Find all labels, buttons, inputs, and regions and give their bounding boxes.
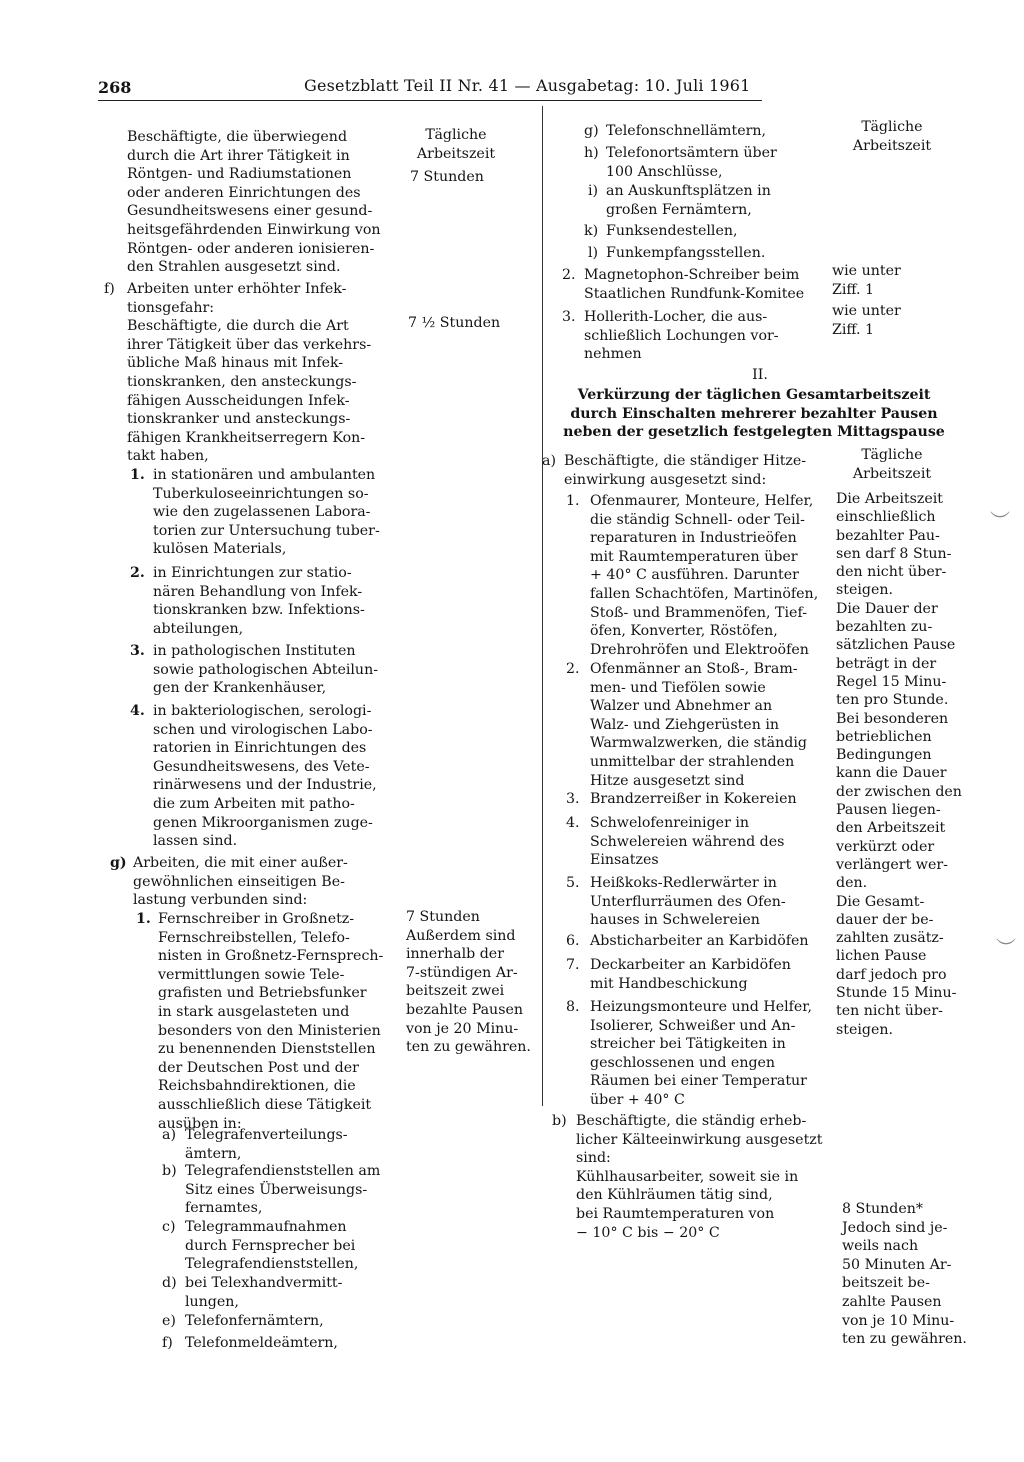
sub-item-c: Telegrammaufnahmen durch Fernsprecher bei Telegrafendienststellen,	[185, 1219, 359, 1273]
item-f2-text: in Einrichtungen zur statio- nären Behandlung von Infek- tionskranken bzw. Infektions- abteilungen,	[153, 565, 365, 637]
item-g1-text: Fernschreiber in Großnetz- Fernschreibstellen, Telefo- nisten in Großnetz-Fernsprech- vermittlungen sowie Tele- grafisten und Betriebsfunker in stark ausgelasteten und besonders von den Ministerien zu benennenden Dienststellen der Deutschen Post und der Reichsbahndirektionen, die ausschließlich diese Tätigkeit ausüben in:	[158, 911, 384, 1132]
pause-note: Die Arbeitszeit einschließlich bezahlter Pau- sen darf 8 Stun- den nicht über- steigen. Die Dauer der bezahlten zu- sätzlichen Pause beträgt in der Regel 15 Minu- ten pro Stunde. Bei besonderen betrieblichen Bedingungen kann die Dauer der zwischen den Pausen liegen- den Arbeitszeit verkürzt oder verlängert wer- den. Die Gesamt- dauer der be- zahlten zusätz- lichen Pause darf jedoch pro Stunde 15 Minu- ten nicht über- steigen.	[836, 491, 962, 1038]
item-f3-number: 3.	[130, 643, 145, 659]
sub-item-g: Telefonschnellämtern,	[606, 123, 767, 139]
item-a1-text: Ofenmaurer, Monteure, Helfer, die ständig Schnell- oder Teil- reparaturen in Industrieöfen mit Raumtemperaturen über + 40° C ausführen. Darunter fallen Schachtöfen, Martinöfen, Stoß- und Brammenöfen, Tief- öfen, Konverter, Röstöfen, Drehrohröfen und Elektroöfen	[590, 493, 819, 658]
block-e-time: 7 Stunden	[410, 169, 484, 185]
item-f4-text: in bakteriologischen, serologi- schen und virologischen Labo- ratorien in Einrichtungen des Gesundheitswesens, des Vete- rinärwesens und der Industrie, die zum Arbeiten mit patho- genen Mikroorganismen zuge- lassen sind.	[153, 703, 377, 850]
item-a8-text: Heizungsmonteure und Helfer, Isolierer, Schweißer und An- streicher bei Tätigkeiten in geschlossenen und engen Räumen bei einer Temperatur über + 40° C	[590, 999, 813, 1108]
block-f-text: Arbeiten unter erhöhter Infek- tionsgefahr: Beschäftigte, die durch die Art ihrer Tätigkeit über das verkehrs- übliche Maß hinaus mit Infek- tionskranken, den ansteckungs- fähigen Ausscheidungen Infek- tionskranker und ansteckungs- fähigen Krankheitserregern Kon- takt haben,	[127, 281, 372, 465]
item-a7-number: 7.	[566, 957, 580, 973]
sub-item-f: Telefonmeldeämtern,	[185, 1335, 338, 1351]
label-a: a)	[542, 453, 556, 469]
item-a4-number: 4.	[566, 815, 580, 831]
block-g-text: Arbeiten, die mit einer außer- gewöhnlichen einseitigen Be- lastung verbunden sind:	[133, 855, 348, 909]
column-divider	[542, 106, 543, 1106]
header-rule	[98, 100, 762, 101]
item-2-number: 2.	[562, 267, 576, 283]
label-b: b)	[552, 1113, 567, 1129]
sub-item-h-label: h)	[584, 145, 599, 161]
item-a1-number: 1.	[566, 493, 580, 509]
item-2-text: Magnetophon-Schreiber beim Staatlichen Rundfunk-Komitee	[584, 267, 805, 302]
block-f-time: 7 ½ Stunden	[408, 315, 501, 331]
page-header	[98, 76, 758, 100]
label-f: f)	[104, 281, 115, 297]
sub-item-a-label: a)	[162, 1127, 176, 1143]
item-2-time: wie unter Ziff. 1	[832, 263, 901, 298]
sub-item-b: Telegrafendienststellen am Sitz eines Überweisungs- fernamtes,	[185, 1163, 381, 1217]
label-g: g)	[110, 855, 127, 871]
item-a2-number: 2.	[566, 661, 580, 677]
daily-working-time-heading-a: Tägliche Arbeitszeit	[852, 447, 932, 482]
item-f4-number: 4.	[130, 703, 145, 719]
sub-item-d-label: d)	[162, 1275, 177, 1291]
item-f3-text: in pathologischen Instituten sowie pathologischen Abteilun- gen der Krankenhäuser,	[153, 643, 379, 697]
item-3-text: Hollerith-Locher, die aus- schließlich Lochungen vor- nehmen	[584, 309, 779, 363]
sub-item-h: Telefonortsämtern über 100 Anschlüsse,	[606, 145, 777, 180]
item-3-number: 3.	[562, 309, 576, 325]
sub-item-g-label: g)	[584, 123, 599, 139]
item-a5-text: Heißkoks-Redlerwärter in Unterflurräumen des Ofen- hauses in Schwelereien	[590, 875, 786, 929]
sub-item-e: Telefonfernämtern,	[185, 1313, 324, 1329]
sub-item-k: Funksendestellen,	[606, 223, 738, 239]
item-a6-text: Absticharbeiter an Karbidöfen	[590, 933, 809, 949]
item-a5-number: 5.	[566, 875, 580, 891]
item-a8-number: 8.	[566, 999, 580, 1015]
margin-mark: ︶	[996, 936, 1016, 960]
item-a3-text: Brandzerreißer in Kokereien	[590, 791, 797, 807]
item-g1-time: 7 Stunden Außerdem sind innerhalb der 7-stündigen Ar- beitszeit zwei bezahlte Pausen von je 20 Minu- ten zu gewähren.	[406, 909, 531, 1056]
item-a3-number: 3.	[566, 791, 580, 807]
section-number: II.	[752, 367, 768, 383]
daily-working-time-heading: Tägliche Arbeitszeit	[416, 127, 496, 162]
sub-item-i: an Auskunftsplätzen in großen Fernämtern,	[606, 183, 771, 218]
margin-mark: ︶	[990, 509, 1010, 533]
gazette-title: Gesetzblatt Teil II Nr. 41 — Ausgabetag: 10. Juli 1961	[304, 76, 751, 95]
block-b-time: 8 Stunden* Jedoch sind je- weils nach 50 Minuten Ar- beitszeit be- zahlte Pausen von je 10 Minu- ten zu gewähren.	[842, 1201, 967, 1348]
item-g1-number: 1.	[136, 911, 151, 927]
block-e-text: Beschäftigte, die überwiegend durch die Art ihrer Tätigkeit in Röntgen- und Radiumstationen oder anderen Einrichtungen des Gesundheitswesens einer gesund- heitsgefährdenden Einwirkung von Röntgen- oder anderen ionisieren- den Strahlen ausgesetzt sind.	[127, 129, 381, 276]
sub-item-c-label: c)	[162, 1219, 176, 1235]
item-a2-text: Ofenmänner an Stoß-, Bram- men- und Tiefölen sowie Walzer und Abnehmer an Walz- und Ziehgerüsten in Warmwalzwerken, die ständig unmittelbar der strahlenden Hitze ausgesetzt sind	[590, 661, 807, 789]
block-a-text: Beschäftigte, die ständiger Hitze- einwirkung ausgesetzt sind:	[564, 453, 807, 488]
block-b-text: Beschäftigte, die ständig erheb- licher Kälteeinwirkung ausgesetzt sind: Kühlhausarbeiter, soweit sie in den Kühlräumen tätig sind, bei Raumtemperaturen von − 10° C bis − 20° C	[576, 1113, 823, 1241]
item-3-time: wie unter Ziff. 1	[832, 303, 901, 338]
item-a6-number: 6.	[566, 933, 580, 949]
section-title: Verkürzung der täglichen Gesamtarbeitszeit durch Einschalten mehrerer bezahlter Pausen neben der gesetzlich festgelegten Mittagspause	[563, 387, 945, 441]
item-f1-number: 1.	[130, 467, 145, 483]
item-f2-number: 2.	[130, 565, 145, 581]
page-number: 268	[98, 78, 132, 97]
sub-item-b-label: b)	[162, 1163, 177, 1179]
sub-item-i-label: i)	[588, 183, 599, 199]
sub-item-f-label: f)	[162, 1335, 173, 1351]
daily-working-time-heading-right: Tägliche Arbeitszeit	[852, 119, 932, 154]
sub-item-a: Telegrafenverteilungs- ämtern,	[185, 1127, 348, 1162]
sub-item-k-label: k)	[584, 223, 599, 239]
sub-item-l: Funkempfangsstellen.	[606, 245, 766, 261]
item-a7-text: Deckarbeiter an Karbidöfen mit Handbeschickung	[590, 957, 791, 992]
sub-item-l-label: l)	[588, 245, 599, 261]
item-f1-text: in stationären und ambulanten Tuberkuloseeinrichtungen so- wie den zugelassenen Labora- torien zur Untersuchung tuber- kulösen Materials,	[153, 467, 380, 558]
sub-item-d: bei Telexhandvermitt- lungen,	[185, 1275, 343, 1310]
item-a4-text: Schwelofenreiniger in Schwelereien während des Einsatzes	[590, 815, 785, 869]
sub-item-e-label: e)	[162, 1313, 176, 1329]
